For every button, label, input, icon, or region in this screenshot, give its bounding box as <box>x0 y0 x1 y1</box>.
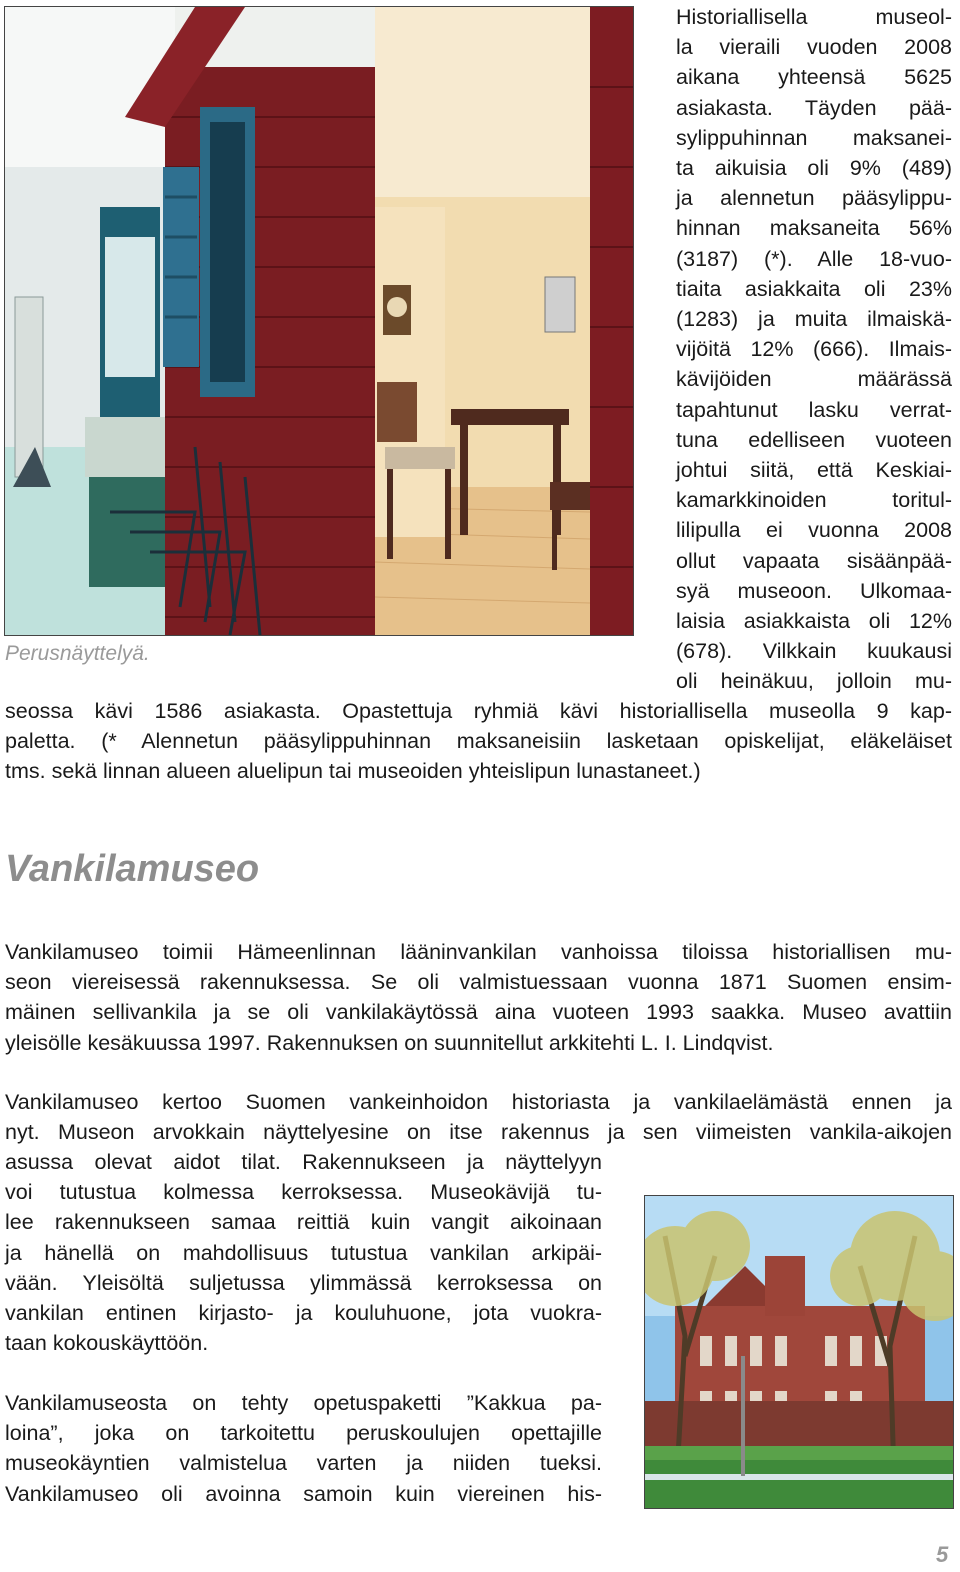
prison-museum-description-column <box>5 1147 602 1358</box>
text-line: ta aikuisia oli 9% (489) <box>676 156 952 181</box>
text-line: kamarkkinoiden toritul- <box>676 488 952 513</box>
text-line: asiakasta. Täyden pää- <box>676 95 952 120</box>
prison-museum-intro <box>5 937 952 1058</box>
text-line: la vieraili vuoden 2008 <box>676 35 952 60</box>
text-line: nyt. Museon arvokkain näyttelyesine on itse rakennus ja sen viimeisten vankila-aikojen <box>5 1120 952 1145</box>
text-line: (678). Vilkkain kuukausi <box>676 639 952 664</box>
text-line: seossa kävi 1586 asiakasta. Opastettuja ryhmiä kävi historiallisella museolla 9 kap- <box>5 699 952 723</box>
text-line: (3187) (*). Alle 18-vuo- <box>676 246 952 271</box>
text-line: oli heinäkuu, jolloin mu- <box>676 669 952 694</box>
visitor-stats-continuation <box>5 696 952 787</box>
prison-building-photo <box>644 1195 954 1509</box>
text-line: ja alennetun pääsylippu- <box>676 186 952 211</box>
text-line: taan kokouskäyttöön. <box>5 1331 209 1356</box>
text-line: lee rakennukseen samaa reittiä kuin vangit aikoinaan <box>5 1210 602 1235</box>
text-line: aikana yhteensä 5625 <box>676 65 952 90</box>
text-line: tiaita asiakkaita oli 23% <box>676 276 952 301</box>
visitor-stats-column <box>676 2 952 697</box>
text-line: Historiallisella museol- <box>676 5 952 29</box>
prison-museum-description <box>5 1087 952 1147</box>
text-line: vankilan entinen kirjasto- ja kouluhuone, jota vuokra- <box>5 1301 602 1326</box>
teaching-package-paragraph <box>5 1388 602 1509</box>
text-line: syä museoon. Ulkomaa- <box>676 578 952 603</box>
text-line: vään. Yleisöltä suljetussa ylimmässä kerroksessa on <box>5 1270 602 1295</box>
text-line: tapahtunut lasku verrat- <box>676 397 952 422</box>
text-line: seon viereisessä rakennuksessa. Se oli valmistuessaan vuonna 1871 Suomen ensim- <box>5 970 952 995</box>
text-line: mäinen sellivankila ja se oli vankilakäytössä aina vuoteen 1993 saakka. Museo avattiin <box>5 1000 952 1025</box>
text-line: voi tutustua kolmessa kerroksessa. Museokävijä tu- <box>5 1180 602 1205</box>
text-line: loina”, joka on tarkoitettu peruskoulujen opettajille <box>5 1421 602 1446</box>
text-line: laisia asiakkaista oli 12% <box>676 609 952 634</box>
text-line: yleisölle kesäkuussa 1997. Rakennuksen on suunnitellut arkkitehti L. I. Lindqvist. <box>5 1030 774 1055</box>
text-line: (1283) ja muita ilmaiskä- <box>676 307 952 332</box>
text-line: kävijöiden määrässä <box>676 367 952 392</box>
page-number: 5 <box>936 1542 949 1567</box>
text-line: Vankilamuseo kertoo Suomen vankeinhoidon historiasta ja vankilaelämästä ennen ja <box>5 1090 952 1114</box>
text-line: tuna edelliseen vuoteen <box>676 427 952 452</box>
text-line: lilipulla ei vuonna 2008 <box>676 518 952 543</box>
exhibit-photo <box>4 6 634 636</box>
text-line: Vankilamuseo toimii Hämeenlinnan lääninvankilan vanhoissa tiloissa historiallisen mu- <box>5 940 952 964</box>
text-line: paletta. (* Alennetun pääsylippuhinnan maksaneisiin lasketaan opiskelijat, eläkeläiset <box>5 729 952 754</box>
text-line: asussa olevat aidot tilat. Rakennukseen ja näyttelyyn <box>5 1150 602 1174</box>
text-line: ja hänellä on mahdollisuus tutustua vankilan arkipäi- <box>5 1240 602 1265</box>
text-line: hinnan maksaneita 56% <box>676 216 952 241</box>
photo-caption: Perusnäyttelyä. <box>5 642 150 665</box>
text-line: johtui siitä, että Keskiai- <box>676 458 952 483</box>
text-line: Vankilamuseosta on tehty opetuspaketti ”Kakkua pa- <box>5 1391 602 1415</box>
text-line: sylippuhinnan maksanei- <box>676 125 952 150</box>
section-heading: Vankilamuseo <box>5 848 260 890</box>
text-line: Vankilamuseo oli avoinna samoin kuin viereinen his- <box>5 1481 602 1506</box>
text-line: ollut vapaata sisäänpää- <box>676 548 952 573</box>
text-line: tms. sekä linnan alueen aluelipun tai museoiden yhteislipun lunastaneet.) <box>5 759 701 784</box>
text-line: museokäyntien valmistelua varten ja niiden tueksi. <box>5 1451 602 1476</box>
text-line: vijöitä 12% (666). Ilmais- <box>676 337 952 362</box>
